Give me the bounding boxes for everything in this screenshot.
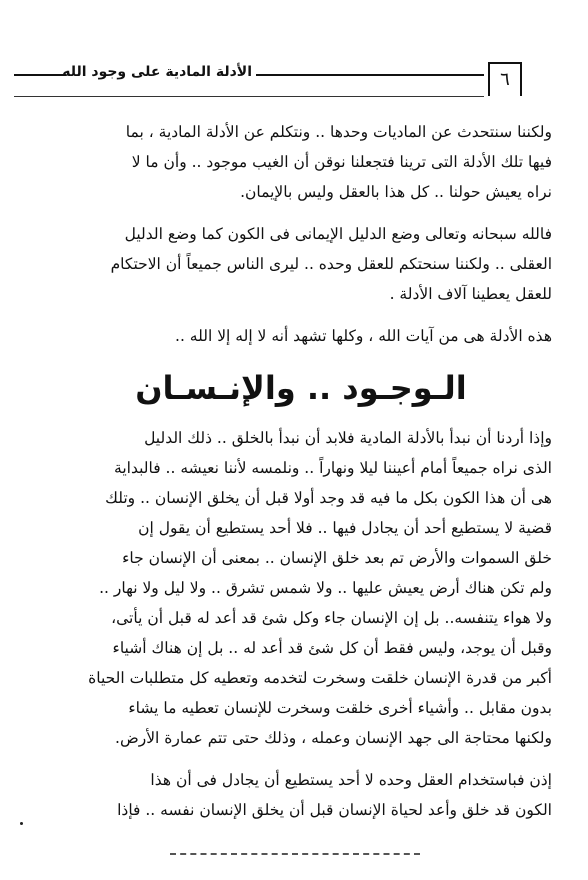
text-line: ولا هواء يتنفسه.. بل إن الإنسان جاء وكل شئ قد أعد له قبل أن يأتى، [111,609,552,627]
text-line: أكبر من قدرة الإنسان خلقت وسخرت لتخدمه وتعطيه كل متطلبات الحياة [88,669,552,687]
section-heading: الـوجـود .. والإنـسـان [135,369,467,407]
text-line: خلق السموات والأرض تم بعد خلق الإنسان .. بمعنى أن الإنسان جاء [122,549,552,567]
running-title: الأدلة المادية على وجود الله [62,64,252,80]
text-line: قضية لا يستطيع أحد أن يجادل فيها .. فلا أحد يستطيع أن يقول إن [138,519,552,537]
text-line: ولم تكن هناك أرض يعيش عليها .. ولا شمس تشرق .. ولا ليل ولا نهار .. [99,579,552,597]
page-number: ٦ [488,62,522,96]
text-line: فيها تلك الأدلة التى ترينا فتجعلنا نوقن أن الغيب موجود .. وأن ما لا [131,153,552,171]
paragraph-5 [50,765,552,825]
header-underline [14,96,484,97]
paragraph-1 [50,117,552,207]
text-line: هى أن هذا الكون بكل ما فيه قد وجد أولا قبل أن يخلق الإنسان .. وتلك [105,489,552,507]
text-line: العقلى .. ولكننا سنحتكم للعقل وحده .. ليرى الناس جميعاً أن الاحتكام [110,255,552,273]
text-line: الكون قد خلق وأعد لحياة الإنسان قبل أن يخلق الإنسان نفسه .. فإذا [117,801,552,819]
text-line: إذن فباستخدام العقل وحده لا أحد يستطيع أن يجادل فى أن هذا [150,771,552,789]
paragraph-3 [50,321,552,351]
text-line: ولكننا سنتحدث عن الماديات وحدها .. ونتكلم عن الأدلة المادية ، بما [125,123,552,141]
scan-speck [20,822,23,825]
text-line: هذه الأدلة هى من آيات الله ، وكلها تشهد أنه لا إله إلا الله .. [175,327,552,345]
body-text [50,117,552,825]
text-line: ولكنها محتاجة الى جهد الإنسان وعمله ، وذلك حتى تتم عمارة الأرض. [115,729,552,747]
header-rule [14,74,66,76]
text-line: فالله سبحانه وتعالى وضع الدليل الإيمانى فى الكون كما وضع الدليل [124,225,552,243]
text-line: وإذا أردنا أن نبدأ بالأدلة المادية فلابد أن نبدأ بالخلق .. ذلك الدليل [144,429,552,447]
text-line: للعقل يعطينا آلاف الأدلة . [389,285,552,303]
text-line: وقبل أن يوجد، وليس فقط أن كل شئ قد أعد له .. بل إن هناك أشياء [112,639,552,657]
footer-rule [170,853,420,855]
paragraph-2 [50,219,552,309]
header-rule [256,74,484,76]
text-line: الذى نراه جميعاً أمام أعيننا ليلا ونهاراً .. ونلمسه لأننا نعيشه .. فالبداية [114,459,552,477]
text-line: بدون مقابل .. وأشياء أخرى خلقت وسخرت للإنسان تعطيه ما يشاء [128,699,552,717]
running-header [14,62,510,98]
text-line: نراه يعيش حولنا .. كل هذا بالعقل وليس بالإيمان. [240,183,552,201]
paragraph-4 [50,423,552,753]
